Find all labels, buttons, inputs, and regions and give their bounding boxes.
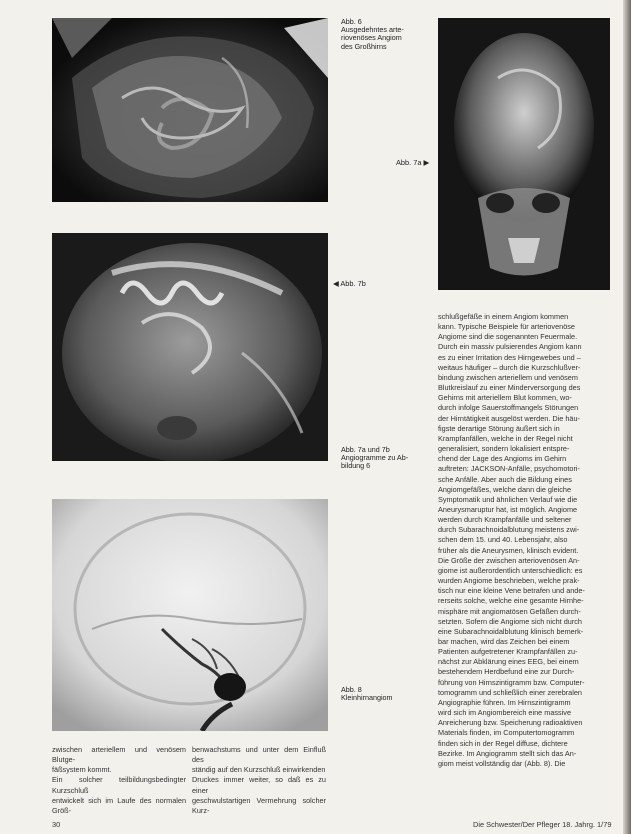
page-number: 30 xyxy=(52,820,61,829)
figure-8-photo xyxy=(52,499,328,731)
journal-footer: Die Schwester/Der Pfleger 18. Jahrg. 1/79 xyxy=(473,820,612,829)
figure-7ab-caption: Abb. 7a und 7b Angiogramme zu Ab- bildung 6 xyxy=(341,445,409,471)
figure-8-caption: Abb. 8 Kleinhirnangiom xyxy=(341,685,393,703)
figure-7b-photo xyxy=(52,233,328,461)
body-text-right-column: schlußgefäße in einem Angiom kommen kann. Typische Beispiele für arteriovenöse Angiome sind die sogenannten Feuermale. Durch ein massiv pulsierendes Angiom kann es zu einer Irritation des Hirngewebes und – weitaus häufiger – durch die Kurzschlußver- bindung zwischen arteriellem und venösem Blutkreislauf zu einer Minderversorgung des Gehirns mit arteriellem Blut kommen, wo- durch infolge Sauerstoffmangels Störungen der Hirntätigkeit ausgelöst werden. Die häu- figste derartige Störung äußert sich in Krampfanfällen, welche in der Regel nicht generalisiert, sondern lokalisiert entspre- chend der Lage des Angioms im Gehirn auftreten: JACKSON-Anfälle, psychomotori- sche Anfälle. Aber auch die Bildung eines Angiomgefäßes, welche dann die gleiche Symptomatik und ähnlichen Verlauf wie die Aneurysmaruptur hat, ist möglich. Angiome werden durch Krampfanfälle und seltener durch Subarachnoidalblutung meistens zwi- schen dem 15. und 40. Lebensjahr, also früher als die Aneurysmen, klinisch evident. Die Größe der zwischen arteriovenösen An- giome ist außerordentlich unterschiedlich: es wurden Angiome beschrieben, welche prak- tisch nur eine kleine Vene betrafen und ande- rerseits solche, welche eine gesamte Hirnhe- misphäre mit angiomatösen Gefäßen durch- setzten. Sofern die Angiome sich nicht durch eine Subarachnoidalblutung klinisch bemerk- bar machen, wird das Zeichen bei einem Patienten aufgetretener Krampfanfällen zu- nächst zur Abklärung eines EEG, bei einem bestehendem Herdbefund eine zur Durch- führung von Hirnszintigramm bzw. Computer- tomogramm und schließlich einer zerebralen Angiographie führen. Im Hirnszintigramm wird sich im Angiombereich eine massive Anreicherung bzw. Speicherung radioaktiven Materials finden, im Computertomogramm finden sich in der Regel diffuse, dichtere Bezirke. Im Angiogramm stellt sich das An- giom meist vollständig dar (Abb. 8). Die xyxy=(438,312,585,768)
body-text-bottom-middle: benwachstums und unter dem Einfluß des ständig auf den Kurzschluß einwirkenden Druckes immer weiter, so daß es zu einer geschwulstartigen Vermehrung solcher Kurz- xyxy=(192,745,326,815)
figure-6-photo xyxy=(52,18,328,202)
page-edge-shadow xyxy=(623,0,631,834)
body-text-bottom-left: zwischen arteriellem und venösem Blutge- fäßsystem kommt. Ein solcher teilbildungsbedingter Kurzschluß entwickelt sich im Laufe des normalen Größ- xyxy=(52,745,186,815)
figure-7b-ref: ◀ Abb. 7b xyxy=(333,279,366,288)
figure-7a-ref: Abb. 7a ▶ xyxy=(396,158,430,167)
figure-6-caption: Abb. 6 Ausgedehntes arte- riovenöses Angiom des Großhirns xyxy=(341,17,404,51)
figure-7a-photo xyxy=(438,18,610,290)
